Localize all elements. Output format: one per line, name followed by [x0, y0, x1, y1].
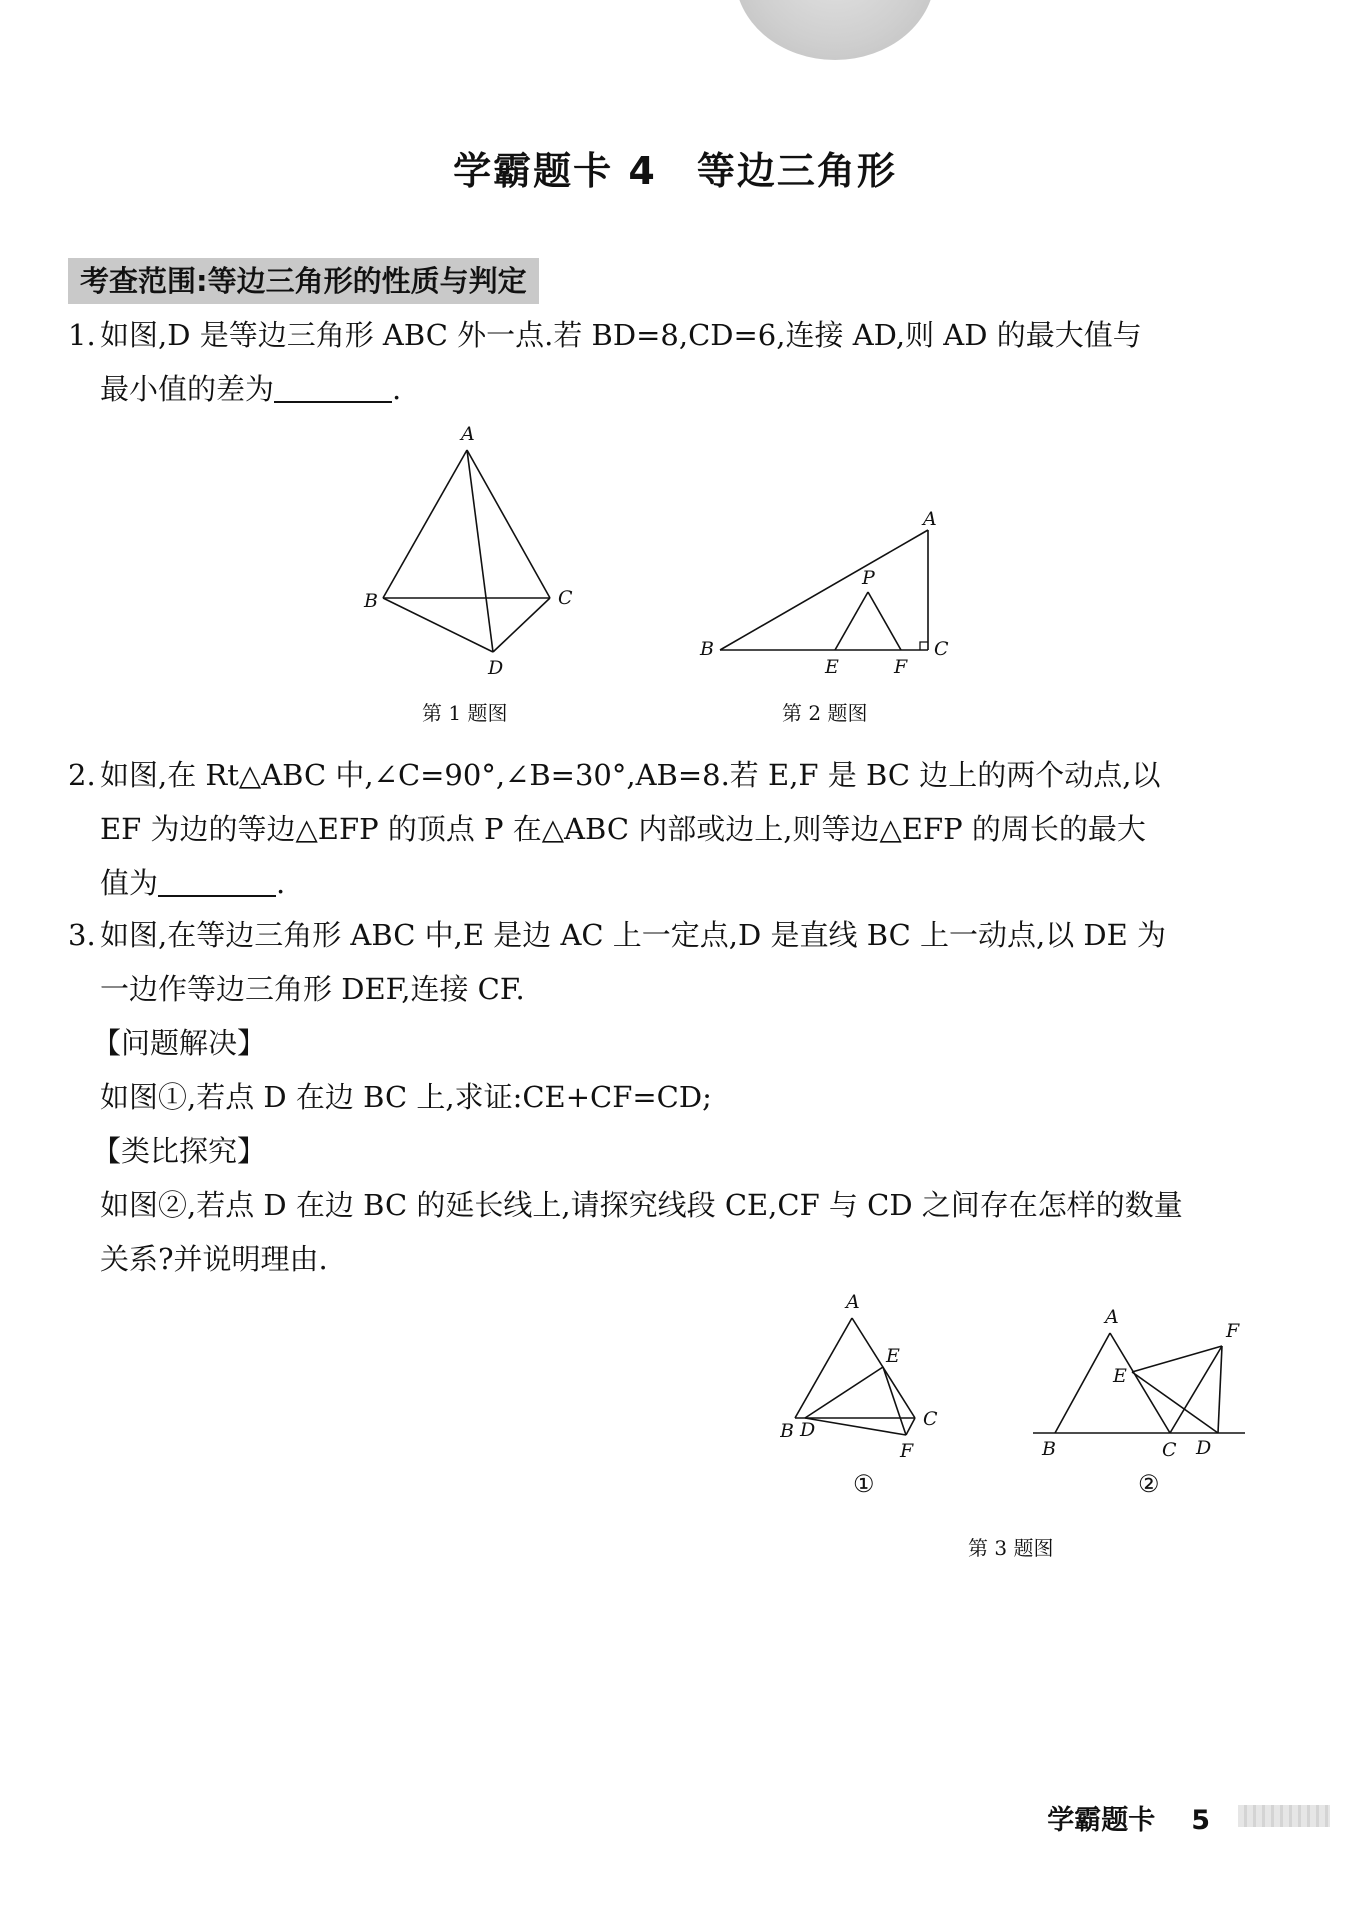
title-main: 学霸题卡 4 — [453, 149, 657, 193]
fig3b-edge-fd — [1218, 1346, 1222, 1433]
scope-banner: 考查范围:等边三角形的性质与判定 — [68, 258, 539, 304]
problem-2 — [68, 748, 1160, 910]
fig3a-label-b: B — [780, 1420, 794, 1442]
answer-blank[interactable] — [274, 371, 392, 403]
fig3a-label-c: C — [923, 1408, 938, 1430]
fig3b-edge-ab — [1055, 1333, 1110, 1433]
fig3a-label-e: E — [886, 1345, 900, 1367]
problem-text: 如图,在 Rt△ABC 中,∠C=90°,∠B=30°,AB=8.若 E,F 是 BC 边上的两个动点,以 — [100, 758, 1161, 792]
fig3b-label-a: A — [1105, 1306, 1119, 1328]
problem-number: 2. — [68, 758, 96, 792]
figure-3-2 — [1030, 1300, 1250, 1470]
section-analogy-exploration: 【类比探究】 — [92, 1134, 267, 1168]
page-number: 5 — [1191, 1805, 1210, 1836]
problem-2-line2: EF 为边的等边△EFP 的顶点 P 在△ABC 内部或边上,则等边△EFP 的周长的最大 — [100, 812, 1146, 846]
problem-number: 1. — [68, 318, 96, 352]
fig1-label-d: D — [488, 657, 504, 679]
problem-3-line2: 一边作等边三角形 DEF,连接 CF. — [100, 972, 525, 1006]
fig3b-label-e: E — [1113, 1365, 1127, 1387]
problem-text: . — [276, 866, 286, 900]
figure-2 — [690, 500, 960, 680]
fig3a-edge-ab — [795, 1318, 852, 1418]
problem-text: 如图,在等边三角形 ABC 中,E 是边 AC 上一定点,D 是直线 BC 上一动点,以 DE 为 — [100, 918, 1167, 952]
title-topic: 等边三角形 — [696, 149, 897, 193]
fig1-edge-cd — [493, 598, 550, 652]
fig2-edge-pf — [868, 592, 901, 650]
fig3b-label-b: B — [1042, 1438, 1056, 1460]
fig3a-edge-de — [805, 1367, 883, 1418]
fig2-label-f: F — [894, 656, 908, 678]
answer-blank[interactable] — [158, 865, 276, 897]
fig1-edge-ad — [467, 450, 493, 652]
fig2-label-a: A — [923, 508, 937, 530]
section-problem-solving-text: 如图①,若点 D 在边 BC 上,求证:CE+CF=CD; — [100, 1080, 712, 1114]
problem-text: 最小值的差为 — [100, 372, 275, 406]
problem-text: . — [392, 372, 402, 406]
fig3a-label-d: D — [800, 1419, 816, 1441]
fig2-label-b: B — [700, 638, 714, 660]
problem-text: 如图,D 是等边三角形 ABC 外一点.若 BD=8,CD=6,连接 AD,则 AD 的最大值与 — [100, 318, 1142, 352]
footer-text: 学霸题卡 — [1047, 1805, 1156, 1836]
figure-2-caption: 第 2 题图 — [782, 701, 868, 725]
section-analogy-text-line2: 关系?并说明理由. — [100, 1242, 328, 1276]
fig1-edge-ac — [467, 450, 550, 598]
fig3b-label-c: C — [1162, 1439, 1177, 1461]
problem-2-line3 — [68, 856, 1160, 910]
section-problem-solving: 【问题解决】 — [92, 1026, 267, 1060]
fig1-label-c: C — [558, 587, 573, 609]
footer-decoration — [1238, 1805, 1330, 1827]
problem-text: 值为 — [100, 866, 159, 900]
section-analogy-text-line1: 如图②,若点 D 在边 BC 的延长线上,请探究线段 CE,CF 与 CD 之间存在怎样的数量 — [100, 1188, 1183, 1222]
fig2-label-p: P — [862, 567, 875, 589]
figure-1 — [360, 420, 590, 690]
fig3b-label-d: D — [1196, 1437, 1212, 1459]
page-title — [0, 140, 1350, 195]
fig3a-edge-ef — [883, 1367, 906, 1435]
problem-3 — [68, 908, 1183, 1286]
fig2-right-angle — [920, 642, 928, 650]
figure-3-2-label: ② — [1138, 1470, 1160, 1498]
fig3a-label-f: F — [900, 1440, 914, 1462]
fig1-label-b: B — [364, 590, 378, 612]
problem-1-line2 — [68, 362, 1142, 416]
fig1-label-a: A — [461, 423, 475, 445]
fig2-label-c: C — [934, 638, 949, 660]
fig3a-edge-df — [805, 1418, 906, 1435]
fig1-edge-ab — [383, 450, 467, 598]
fig3b-label-f: F — [1226, 1320, 1240, 1342]
fig3a-edge-cf — [906, 1418, 915, 1435]
fig2-edge-ep — [835, 592, 868, 650]
figure-3-caption: 第 3 题图 — [968, 1536, 1054, 1560]
problem-2-line1 — [68, 748, 1160, 802]
figure-3-1-label: ① — [853, 1470, 875, 1498]
fig3a-label-a: A — [846, 1291, 860, 1313]
figure-3-1 — [780, 1285, 950, 1475]
problem-3-line1 — [68, 908, 1183, 962]
fig2-edge-ab — [720, 530, 928, 650]
fig1-edge-bd — [383, 598, 493, 652]
problem-number: 3. — [68, 918, 96, 952]
problem-1-line1 — [68, 308, 1142, 362]
decorative-arc — [735, 0, 935, 60]
problem-1 — [68, 308, 1142, 416]
page-footer — [1047, 1798, 1210, 1837]
figure-1-caption: 第 1 题图 — [422, 701, 508, 725]
fig2-label-e: E — [825, 656, 839, 678]
